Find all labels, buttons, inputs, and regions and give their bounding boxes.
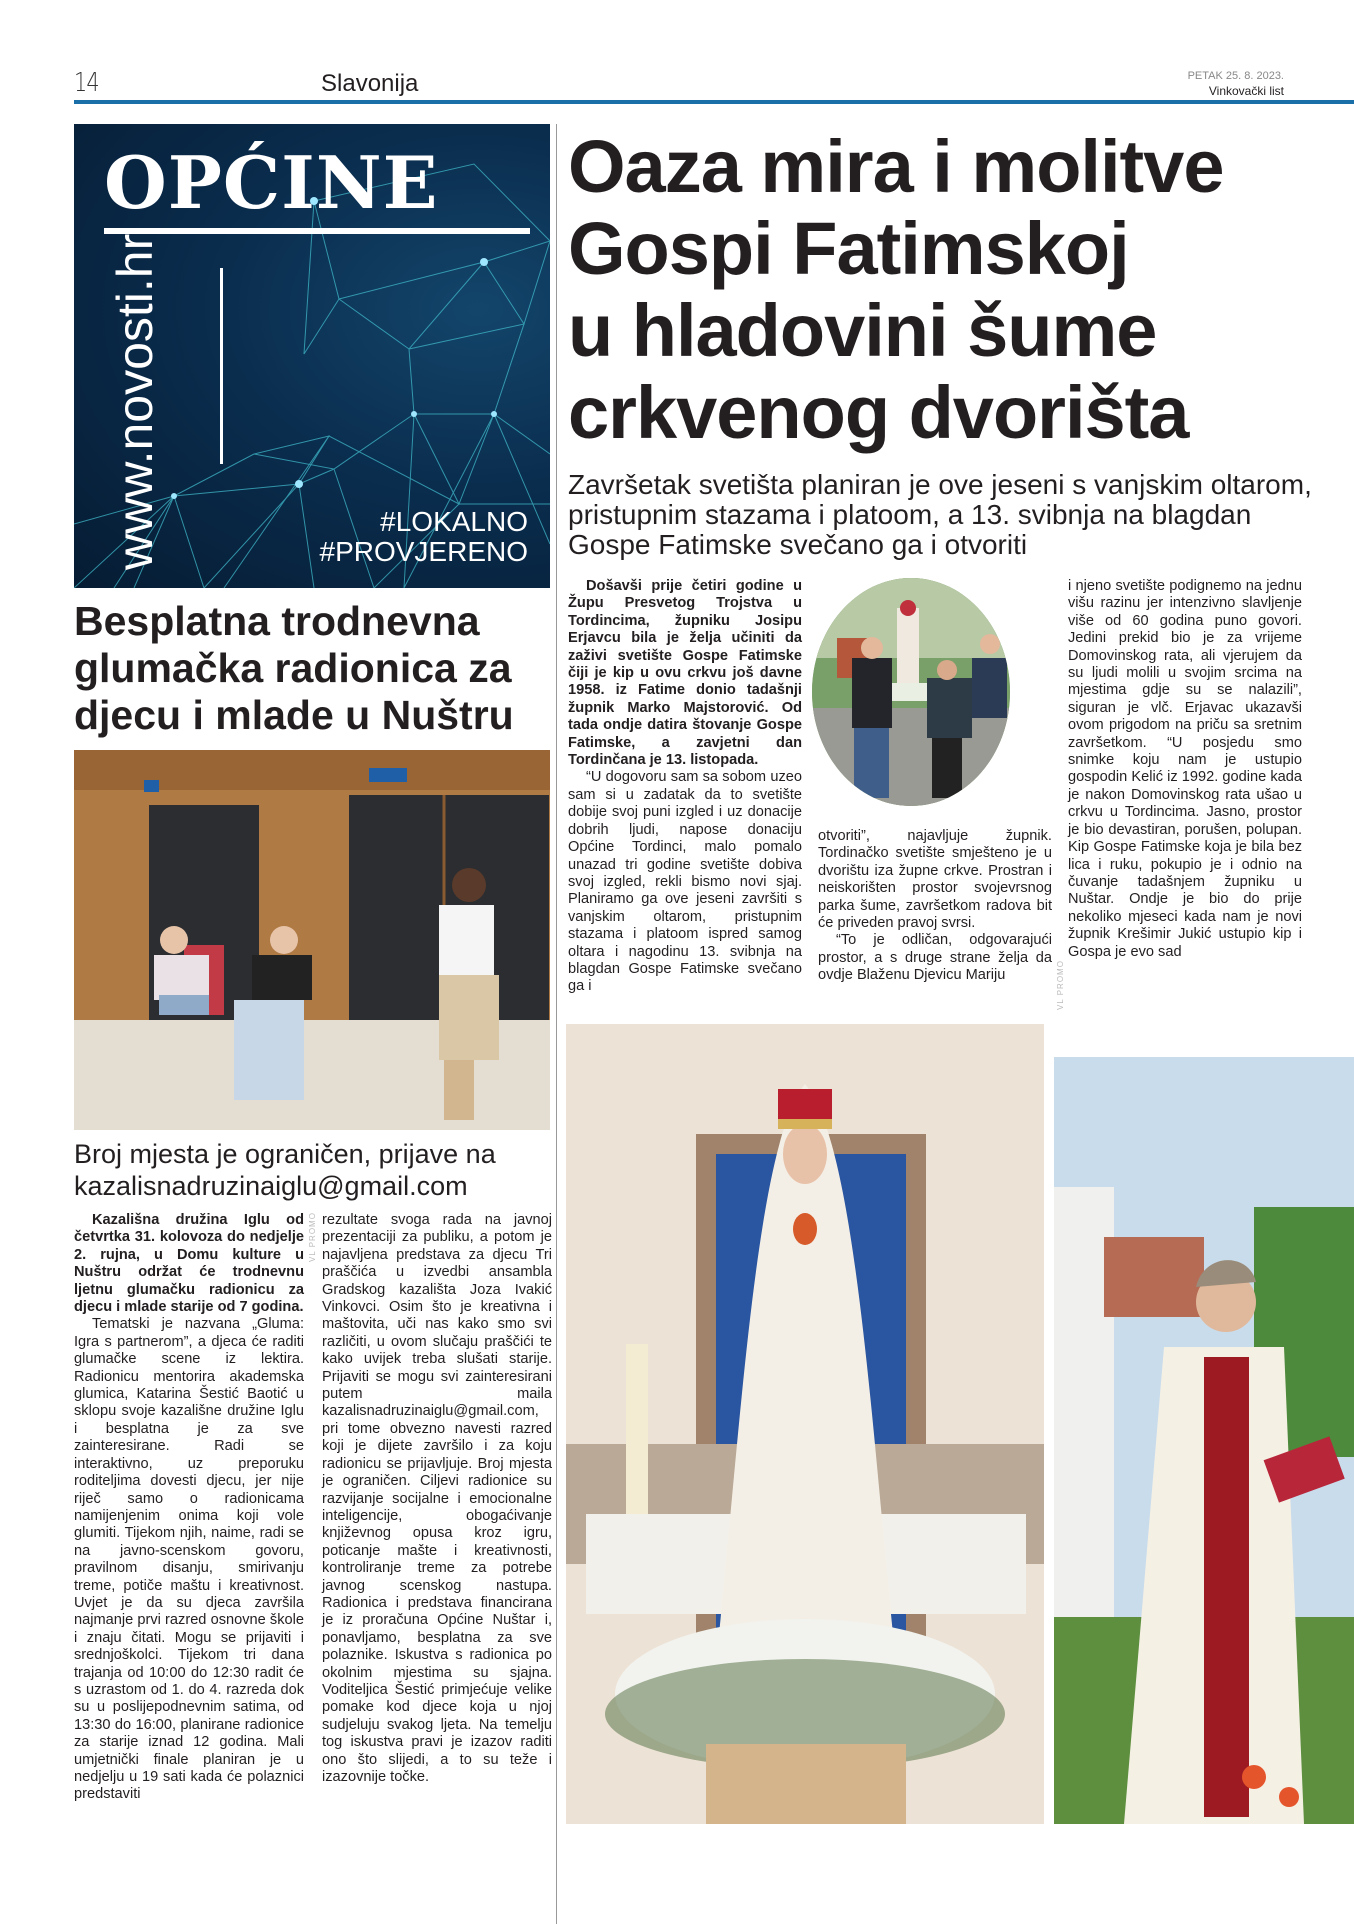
headline-line: u hladovini šume bbox=[568, 289, 1157, 372]
left-article-lead bbox=[74, 1212, 304, 1316]
workshop-photo-illustration bbox=[74, 750, 550, 1130]
main-subheadline: Završetak svetišta planiran je ove jeseni s vanjskim oltarom, pristupnim stazama i platoom, a 13. svibnja na blagdan Gospe Fatimske svečano ga i otvoriti bbox=[568, 469, 1312, 560]
ad-divider bbox=[104, 228, 530, 234]
left-article-subheadline: Broj mjesta je ograničen, prijave na kazalisnadruzinaiglu@gmail.com bbox=[74, 1139, 496, 1201]
ad-title: OPĆINE bbox=[104, 140, 439, 225]
priest-photo-illustration bbox=[1054, 1057, 1354, 1824]
promo-label: VL PROMO bbox=[308, 1212, 317, 1262]
main-article-paragraph: otvoriti”, najavljuje župnik. Tordinačko svetište smješteno je u dvorištu iza župne crkve. Prostran i neiskorišten prostor svojevrsnog parka šume, završetkom radova bit će priveden pravoj svrsi. bbox=[818, 828, 1052, 932]
main-headline bbox=[568, 126, 1348, 454]
main-article-column-2 bbox=[818, 828, 1052, 985]
page-number: 14 bbox=[74, 68, 99, 98]
main-article-lead bbox=[568, 578, 802, 769]
headline-line: Gospi Fatimskoj bbox=[568, 207, 1129, 290]
lead-text: Došavši prije četiri godine u Župu Presvetog Trojstva u Tordincima, župniku Josipu Erjavcu bila je želja učiniti da zaživi svetište Gospe Fatimske čiji je kip u ovu crkvu još davne 1958. iz Fatime donio tadašnji župnik Marko Majstorović. Od tada ondje datira štovanje Gospe Fatimske, a zavjetni dan Tordinčana je 13. listopada. bbox=[568, 578, 802, 769]
ad-tag-provjereno: #PROVJERENO bbox=[319, 536, 528, 567]
header-rule bbox=[74, 100, 1354, 104]
issue-date: PETAK 25. 8. 2023. bbox=[1187, 70, 1284, 82]
headline-line: crkvenog dvorišta bbox=[568, 371, 1189, 454]
left-article-headline: Besplatna trodnevna glumačka radionica za djecu i mlade u Nuštru bbox=[74, 598, 514, 738]
statue-photo bbox=[566, 1024, 1044, 1824]
ad-tag-lokalno: #LOKALNO bbox=[380, 506, 528, 537]
novosti-advertisement[interactable] bbox=[74, 124, 550, 588]
priest-photo bbox=[1054, 1057, 1354, 1824]
left-article-paragraph: rezultate svoga rada na javnoj prezentaciji za publiku, a potom je najavljena predstava za djecu Tri praščića u izvedbi ansambla Gradskog kazališta Joza Ivakić Vinkovci. Osim što je kreativna i maštovita, uči nas kako smo svi različiti, u ovom slučaju praščići te kako uvijek treba slušati starije. Prijaviti se mogu svi zainteresirani putem maila kazalisnadruzinaiglu@gmail.com, pri tome obvezno navesti razred koji je dijete završilo i za koju radionicu se prijavljuje. Broj mjesta je ograničen. Ciljevi radionice su razvijanje socijalne i emocionalne inteligencije, obogaćivanje književnog opusa kroz igru, poticanje mašte i kreativnosti, kontroliranje treme za potrebe javnog scenskog nastupa. Radionica i predstava financirana je iz proračuna Općine Nuštar i, ponavljamo, besplatna za sve polaznike. Iskustva s radionica po okolnim mjestima su sjajna. Voditeljica Šestić primjećuje velike pomake kod djece koja u njoj sudjeluju svakog ljeta. Na temelju tog iskustva pravi je izazov raditi ono što slijedi, a to su teže i izazovnije točke. bbox=[322, 1212, 552, 1785]
left-article-column-2 bbox=[322, 1212, 552, 1786]
left-article-column-1 bbox=[74, 1212, 304, 1804]
main-article-paragraph: “To je odličan, odgovarajući prostor, a s druge strane želja da ovdje Blaženu Djevicu Mariju bbox=[818, 932, 1052, 984]
statue-photo-illustration bbox=[566, 1024, 1044, 1824]
main-article-column-3 bbox=[1068, 578, 1302, 961]
promo-label: VL PROMO bbox=[1056, 960, 1065, 1010]
procession-photo bbox=[812, 578, 1010, 806]
main-article-paragraph: i njeno svetište podignemo na jednu višu razinu jer intenzivno slavljenje više od 60 godina puno govori. Jedini prekid bio je za vrijeme Domovinskog rata, ali vjerujem da su ljudi molili u svojim srcima na mjestima gdje su se nalazili”, siguran je vlč. Erjavac ukazavši ovom prigodom na priču sa sretnim završetkom. “U posjedu smo snimke koju nam je ustupio gospodin Kelić iz 1992. godine kada je nakon Domovinskog rata ušao u crkvu u Tordincima. Jasno, prostor je bio devastiran, porušen, polupan. Kip Gospe Fatimske koja je bila bez lica i ruku, pokupio je i odnio na čuvanje tadašnjem župniku u Nuštar. Ondje je bio do prije nekoliko mjeseci kada nam je novi župnik Krešimir Jukić ustupio kip i Gospa je evo sad bbox=[1068, 578, 1302, 960]
main-article-paragraph: “U dogovoru sam sa sobom uzeo sam si u zadatak da to svetište dobije svoj puni izgled i uz donacije dobrih ljudi, napose donaciju Općine Tordinci, malo pomalo unazad tri godine svetište dobiva svoj izgled, rekli bismo novi sjaj. Planiramo ga ove jeseni završiti s vanjskim oltarom, pristupnim stazama i platoom ispred samog oltara i nagodinu 13. svibnja na blagdan Gospe Fatimske svečano ga i bbox=[568, 769, 802, 995]
publication-name: Vinkovački list bbox=[1208, 84, 1284, 98]
section-title: Slavonija bbox=[321, 70, 419, 97]
headline-line: Oaza mira i molitve bbox=[568, 125, 1224, 208]
procession-photo-illustration bbox=[812, 578, 1010, 806]
ad-url[interactable]: www.novosti.hr bbox=[107, 233, 163, 570]
lead-text: Kazališna družina Iglu od četvrtka 31. kolovoza do nedjelje 2. rujna, u Domu kulture u Nuštru održat će trodnevnu ljetnu glumačku radionicu za djecu i mlade starije od 7 godina. bbox=[74, 1212, 304, 1316]
ad-vertical-line bbox=[220, 268, 223, 464]
column-divider bbox=[556, 124, 557, 1924]
left-article-paragraph: Tematski je nazvana „Gluma: Igra s partnerom”, a djeca će raditi glumačke scene iz lektira. Radionicu mentorira akademska glumica, Katarina Šestić Baotić u sklopu svoje kazališne družine Iglu i besplatna je za sve zainteresirane. Radi se interaktivno, uz preporuku roditeljima dovesti djecu, jer nije riječ samo o radionicama namijenjenim onima koji vole glumiti. Tijekom njih, naime, radi se na javno-scenskom govoru, pravilnom disanju, smirivanju treme, potiče maštu i kreativnost. Uvjet je da su djeca završila najmanje prvi razred osnovne škole i znaju čitati. Mogu se prijaviti i srednjoškolci. Tijekom tri dana trajanja od 10:00 do 12:30 radit će s uzrastom od 1. do 4. razreda dok su u poslijepodnevnim satima, od 13:30 do 16:00, planirane radionice za starije iznad 12 godina. Mali umjetnički finale planiran je u nedjelju u 19 sati kada će polaznici predstaviti bbox=[74, 1316, 304, 1803]
workshop-photo bbox=[74, 750, 550, 1130]
main-article-column-1 bbox=[568, 578, 802, 996]
